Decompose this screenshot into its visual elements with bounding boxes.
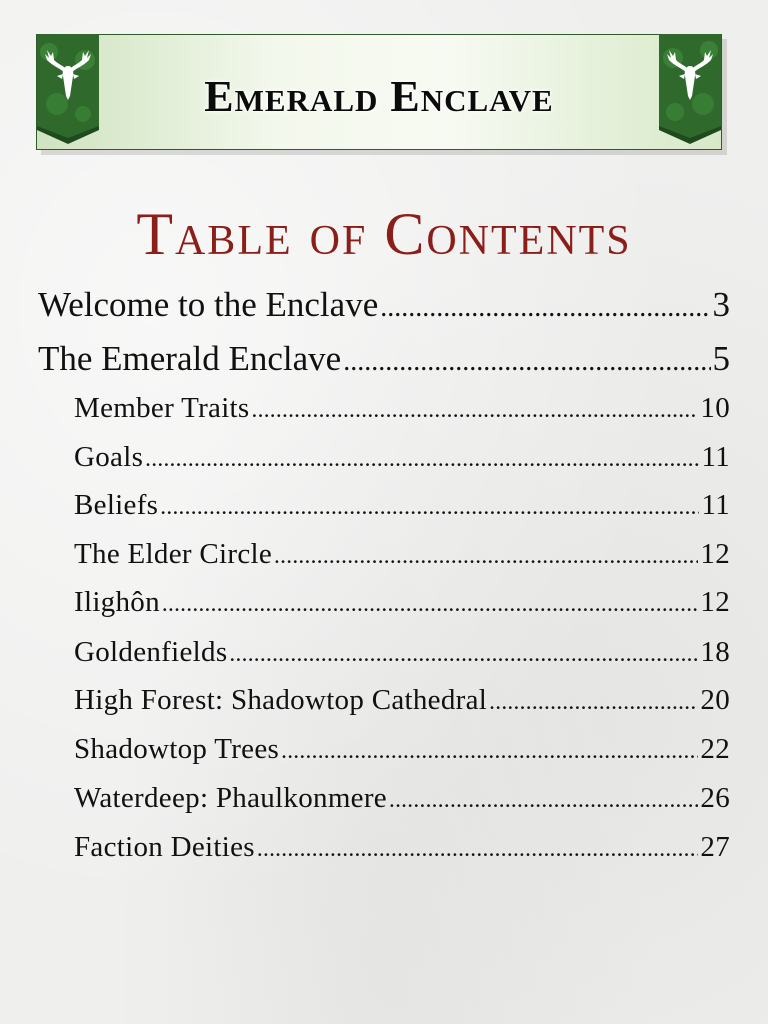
dot-leader [380,292,710,324]
toc-subentry-page: 10 [700,392,730,424]
toc-subentry-label: Goals [74,441,144,473]
toc-subentry-page: 11 [701,489,730,521]
dot-leader [389,787,698,814]
dot-leader [281,738,698,765]
toc-subentry-label: Shadowtop Trees [74,733,280,765]
toc-entry-page: 3 [712,285,730,324]
toc-subentry[interactable] [74,733,730,773]
toc-subentry[interactable] [74,831,730,871]
toc-entry[interactable] [38,285,730,331]
toc-subentry[interactable] [74,636,730,676]
toc-subentry[interactable] [74,586,730,626]
toc-subentry-page: 20 [700,684,730,716]
toc-subentry-page: 12 [700,538,730,570]
toc-subentry[interactable] [74,538,730,578]
toc-subentry-page: 12 [700,586,730,618]
toc-entry-page: 5 [712,339,730,378]
toc-subentry-label: Waterdeep: Phaulkonmere [74,782,387,814]
toc-subentry[interactable] [74,392,730,432]
dot-leader [343,346,710,378]
toc-subentry[interactable] [74,782,730,822]
dot-leader [162,591,699,618]
banner-title: Emerald Enclave [204,72,554,121]
toc-subentry[interactable] [74,489,730,529]
toc-entry-label: The Emerald Enclave [38,339,342,378]
toc-subentry-label: Member Traits [74,392,250,424]
toc-subentry-label: Beliefs [74,489,159,521]
toc-subentry-label: High Forest: Shadowtop Cathedral [74,684,488,716]
dot-leader [160,494,699,521]
toc-subentry-label: Goldenfields [74,636,228,668]
toc-subentry-page: 11 [701,441,730,473]
toc-subentry-page: 27 [700,831,730,863]
dot-leader [257,836,699,863]
toc-subentry[interactable] [74,441,730,481]
toc-subentry-page: 26 [700,782,730,814]
toc-entry[interactable] [38,339,730,385]
dot-leader [145,446,699,473]
toc-subentry-page: 18 [700,636,730,668]
toc-subentry-page: 22 [700,733,730,765]
dot-leader [229,641,698,668]
toc-subentry-label: Faction Deities [74,831,255,863]
toc-title: Table of Contents [136,201,632,267]
dot-leader [489,689,698,716]
toc-subentry[interactable] [74,684,730,724]
toc-subentry-label: Ilighôn [74,586,160,618]
dot-leader [274,543,698,570]
toc-entry-label: Welcome to the Enclave [38,285,379,324]
dot-leader [252,397,699,424]
toc-subentry-label: The Elder Circle [74,538,273,570]
